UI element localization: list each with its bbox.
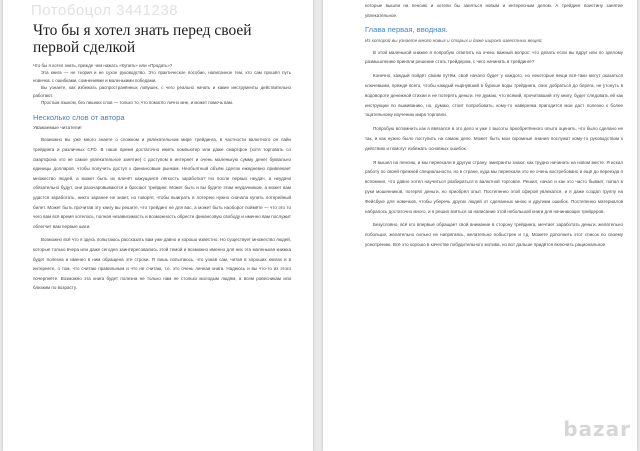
watermark: Потобоцол 3441238 — [31, 2, 179, 19]
body-paragraph: Возможно всё что я здесь попытаюсь рассказать вам уже давно и хорошо известно. Но существует множество людей, которые только вчера или даже сегодня заинтересовались этой темой и возможно именно для них эта маленькая книжка будет полезна и именно в ним обращена эти строки. Я лишь попытаюсь, что узнав сам, читая в хороших книгах и в интернете, о том, что считаю правильным и что не считаю, т.е. это очень личная книга. Надеюсь и вы что-то из этого почерпнёте. Возможно эта книга будет полезна не только нам не столько молодым людям, а всем ровесникам или близким по возрасту, — [33, 237, 291, 291]
chapter-heading: Глава первая, вводная. — [365, 24, 448, 34]
body-paragraph: Попробую вспомнить как я ввязался в это дело и уже с высоты приобретённого опыта оценить, что было сделано не так, и как нужно было поступить на самом деле. Может быть мои скромные знания послужат кому-то руководством к действию и помогут избежать основных ошибок. — [365, 126, 623, 151]
intro-paragraph: Вы узнаете, как избежать распространённых ловушек, с чего реально начать и какие инструменты действительно работают. — [33, 85, 291, 98]
intro-paragraph: Эта книга — не теория и не сухое руководство. Это практическое пособие, написанное тем, кто сам прошёл путь новичка: с ошибками, сомнениями и маленькими победами. — [33, 70, 291, 83]
left-page-content — [33, 0, 291, 293]
greeting: Уважаемые читатели! — [33, 126, 82, 132]
body-paragraph: Безусловно, всё кто впервые обращает свой внимание в сторону трейдинга, мечтает заработать деньги, желательно побольше, желательно сильно не напрягаясь, желательно побыстрее и т.д. Можете дополнить этот список по своему усмотрению. Всё это хорошо в качестве побудительного мотива, но вот дальше придётся включить рациональное — [365, 222, 623, 247]
intro-paragraph: Простым языком, без лишних слов — только то, что помогло лично мне, и может помочь вам. — [41, 100, 234, 106]
body-paragraph: Возможно вы уже много знаете о сложном и увлекательном мире трейдинга, в частности валютного он лайн трейдинга и различных CFD. В наше время достаточно иметь компьютер или даже смартфон (хотя торговать со смартфона это не самое увлекательное занятие) с доступом в интернет и очень маленькую сумму денег буквально единицы долларов, чтобы получить доступ к финансовым рынкам. Необъятный объём сделок ежедневно привлекает множество людей, а может быть их влечёт кажущаяся лёгкость заработка? Но после первых неудач, а неудачи обязательно будут, они разочаровываются и бросают трейдинг. Может быть и вы будете этим неудачником, а может вам удастся заработать, никто заранее не знает, но говорят, чтобы выиграть в лотерею нужно сначала купить лотерейный билет. Может быть прочитав эту книгу вы решите, что трейдинг не для вас, а может быть наоборот поймёте — что это то чего вам всё время хотелось, полная независимость и возможность обрести финансовую свободу и именно вам послужит облегчит вам первые шаги. — [33, 137, 291, 229]
chapter-subtitle: Из которой вы узнаете много новых и старых и даже широко известных вещей. — [365, 37, 543, 43]
intro-line: Что бы я хотел знать, прежде чем нажать «Купить» или «Продать»? — [33, 63, 173, 68]
site-logo: bazar — [563, 417, 631, 441]
left-page — [3, 0, 313, 451]
body-paragraph: В этой маленькой книжке я попробую ответить на очень важный вопрос: что делать если вы вдруг или по зрелому размышлению приняли решение стать трейдером, с чего начинать в трейдинге? — [365, 49, 623, 65]
right-page-content — [365, 0, 623, 250]
book-title: Что бы я хотел знать перед своей первой сделкой — [33, 22, 252, 56]
continued-paragraph: которые вышли на пенсию и хотели бы заняться новым и интересным делом. А трейдинг воистину занятие увлекательное. — [365, 3, 623, 18]
body-paragraph: Конечно, каждый пойдёт своим путём, своё начало будет у каждого, но некоторые вещи всё-таки могут оказаться ключевыми, прежде всего, чтобы каждый нырнувший в бурные воды трейдинга, смог добраться до берега, не утонуть в водовороте денежной стихии и не потерять деньги. Не думаю, что всякий, прочитавший эту книгу, будет следовать ей как инструкции по выживанию, но, думаю, стоит попробовать, кому-то наверняка пригодится мои даст полезно к более тщательному изучению мира торговли. — [365, 73, 623, 118]
right-page — [323, 0, 637, 451]
section-heading: Несколько слов от автора — [33, 113, 125, 123]
body-paragraph: Я вышел на пенсию, и мы переехали в другую страну, эмигранты знают, как трудно начинать на новом месте. Я искал работу по своей прежней специальности, но в стране, куда мы переехали это не очень востребовано и ещё до переезда я вспомнил, что давно хотел научиться разбираться в валютной торговле. Решил, начал и как это часто бывает, попал в руки мошенников, потерял деньги, но приобрёл опыт. Постепенно этой сферой увлекался, и я даже создал группу на Фейсбуке для новичков, чтобы уберечь других людей от сделанных мною и другими ошибок. Постепенно материалов набралось достаточно много, и я решил взяться за написание этой небольшой книги для начинающих трейдеров. — [365, 159, 623, 214]
